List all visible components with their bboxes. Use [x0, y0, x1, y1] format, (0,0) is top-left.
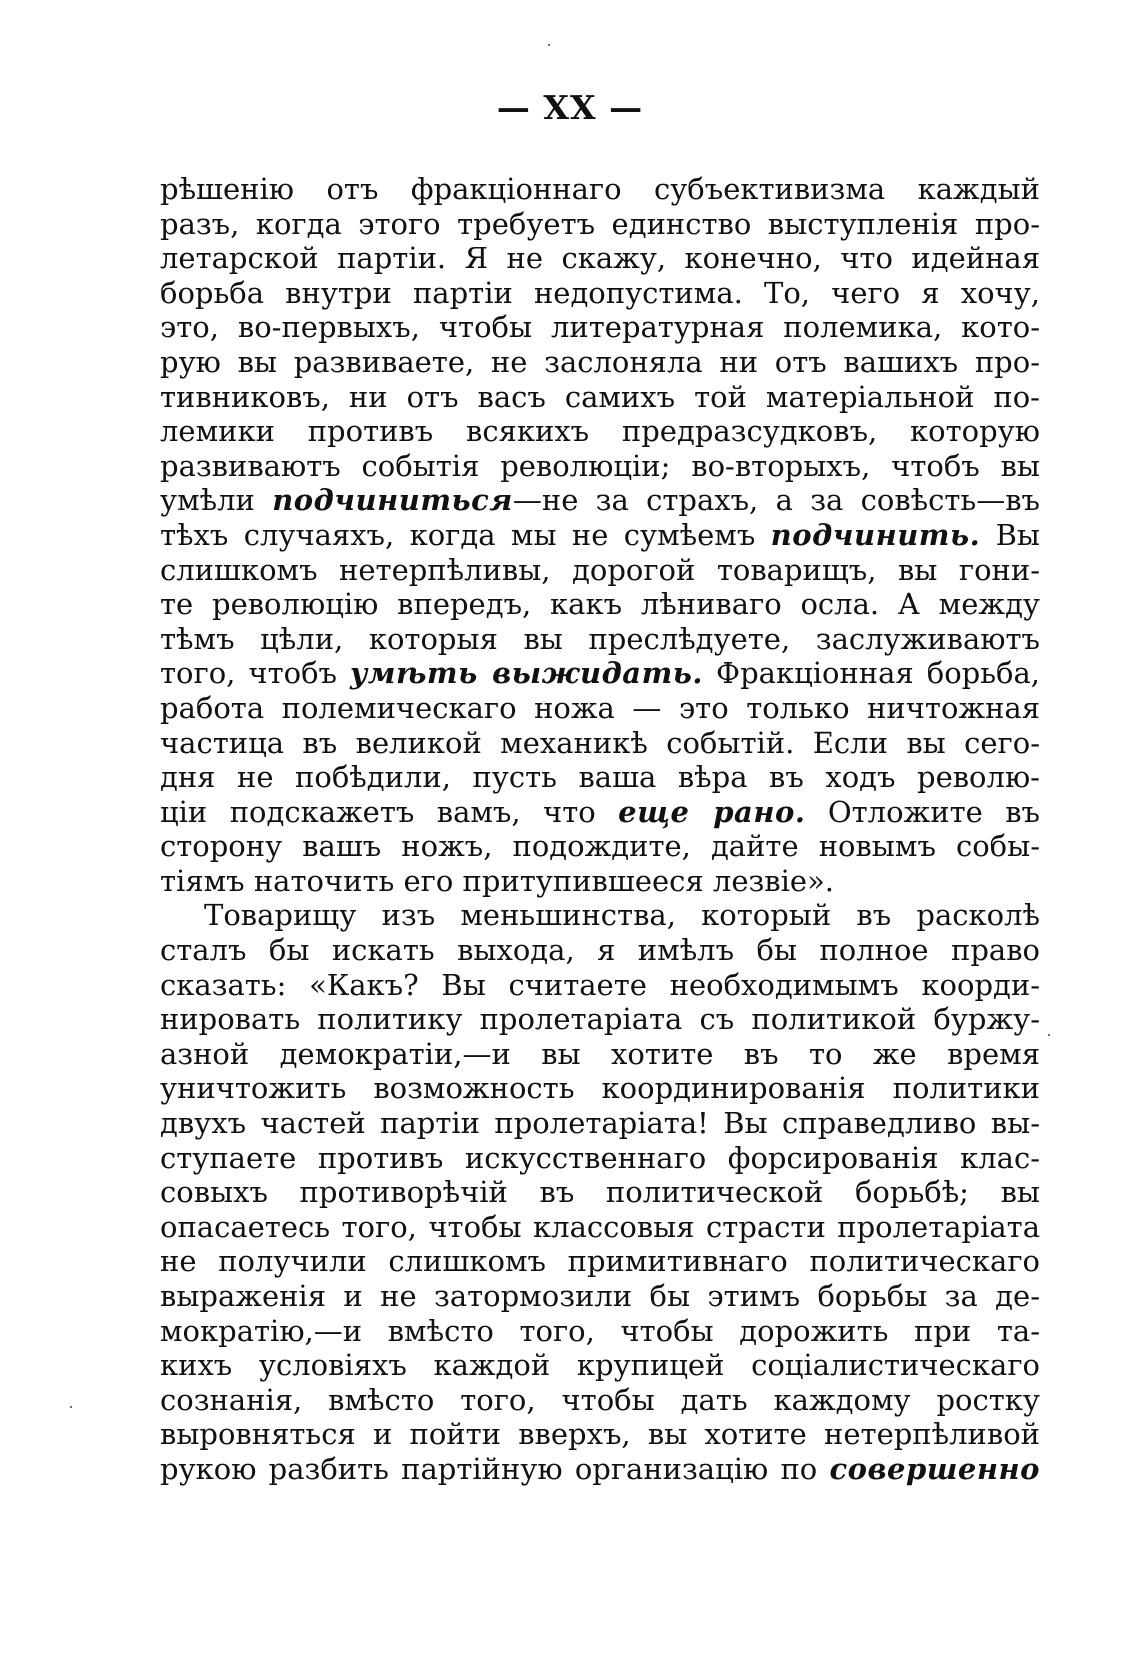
text-run: —не за страхъ, а за совѣсть—въ — [512, 483, 1040, 518]
text-run: Товарищу изъ меньшинства, который въ расколѣ — [204, 898, 1040, 933]
text-run: не получили слишкомъ примитивнаго политическаго — [160, 1244, 1040, 1279]
text-run: кихъ условіяхъ каждой крупицей соціалистическаго — [160, 1348, 1040, 1383]
text-line — [160, 1071, 1040, 1106]
text-run: летарской партіи. Я не скажу, конечно, что идейная — [160, 241, 1040, 276]
text-run: разъ, когда этого требуетъ единство выступленія про- — [160, 206, 1040, 241]
text-line — [160, 1417, 1040, 1452]
text-line — [160, 587, 1040, 622]
text-line — [160, 172, 1040, 207]
text-run: ціи подскажетъ вамъ, что — [160, 794, 619, 829]
text-line — [160, 1314, 1040, 1349]
emphasized-text: умѣть выжидать. — [350, 656, 703, 691]
body-text — [160, 172, 1040, 1487]
text-run: тѣхъ случаяхъ, когда мы не сумѣемъ — [160, 517, 771, 552]
page-number-header: — XX — — [496, 88, 644, 127]
text-run: слишкомъ нетерпѣливы, дорогой товарищъ, вы гони- — [160, 552, 1040, 587]
text-run: Отложите въ — [805, 794, 1040, 829]
text-run: Фракціонная борьба, — [703, 656, 1040, 691]
text-line — [160, 726, 1040, 761]
text-run: сознанія, вмѣсто того, чтобы дать каждому ростку — [160, 1382, 1040, 1417]
text-line — [160, 1210, 1040, 1245]
text-run: выраженія и не затормозили бы этимъ борьбы за де- — [160, 1279, 1040, 1313]
text-line — [160, 1383, 1040, 1418]
text-run: тивниковъ, ни отъ васъ самихъ той матеріальной по- — [160, 379, 1040, 414]
text-line — [160, 414, 1040, 449]
paragraph — [160, 172, 1040, 898]
text-line — [160, 449, 1040, 484]
text-line — [160, 1037, 1040, 1072]
text-run: лемики противъ всякихъ предразсудковъ, которую — [160, 414, 1040, 449]
text-run: рую вы развиваете, не заслоняла ни отъ вашихъ про- — [160, 344, 1040, 379]
text-line — [160, 553, 1040, 588]
text-run: того, чтобъ — [160, 656, 351, 691]
text-run: борьба внутри партіи недопустима. То, чего я хочу, — [160, 275, 1040, 310]
emphasized-text: еще рано. — [618, 794, 806, 829]
text-run: рѣшенію отъ фракціоннаго субъективизма каждый — [160, 172, 1040, 206]
paragraph — [160, 898, 1040, 1486]
text-run: ступаете противъ искусственнаго форсированія клас- — [160, 1140, 1040, 1175]
text-line — [160, 1348, 1040, 1383]
text-run: развиваютъ событія революціи; во-вторыхъ, чтобъ вы — [160, 448, 1040, 483]
text-line — [160, 310, 1040, 345]
text-run: сталъ бы искать выхода, я имѣлъ бы полное право — [160, 933, 1040, 968]
text-run: Вы — [980, 517, 1040, 552]
text-line — [160, 968, 1040, 1003]
print-speck — [70, 1406, 72, 1408]
text-run: уничтожить возможность координированія политики — [160, 1071, 1040, 1106]
text-run: рукою разбить партійную организацію по — [160, 1451, 830, 1486]
text-line — [160, 1452, 1040, 1487]
text-line — [160, 622, 1040, 657]
text-line — [160, 829, 1040, 864]
text-run: те революцію впередъ, какъ лѣниваго осла. А между — [160, 587, 1040, 622]
text-line — [160, 345, 1040, 380]
text-run: умѣли — [160, 483, 273, 518]
text-line — [160, 1141, 1040, 1176]
text-run: совыхъ противорѣчій въ политической борьбѣ; вы — [160, 1175, 1040, 1210]
text-run: опасаетесь того, чтобы классовыя страсти пролетаріата — [160, 1209, 1040, 1244]
emphasized-text: подчинить. — [770, 517, 981, 552]
text-run: сторону вашъ ножъ, подождите, дайте новымъ собы- — [160, 829, 1040, 864]
text-run: работа полемическаго ножа — это только ничтожная — [160, 690, 1040, 725]
text-line — [160, 1244, 1040, 1279]
text-line — [160, 656, 1040, 691]
text-line — [160, 1002, 1040, 1037]
text-line — [160, 483, 1040, 518]
text-line — [160, 276, 1040, 311]
text-line — [160, 691, 1040, 726]
text-run: нировать политику пролетаріата съ политикой буржу- — [160, 1002, 1040, 1037]
text-line — [160, 864, 1040, 899]
text-run: мократію,—и вмѣсто того, чтобы дорожить при та- — [160, 1313, 1040, 1348]
text-line — [160, 795, 1040, 830]
text-run: это, во-первыхъ, чтобы литературная полемика, кото- — [160, 310, 1040, 345]
text-line — [160, 518, 1040, 553]
emphasized-text: совершенно — [829, 1451, 1040, 1486]
text-run: выровняться и пойти вверхъ, вы хотите нетерпѣливой — [160, 1417, 1040, 1452]
text-line — [160, 933, 1040, 968]
text-line — [160, 1106, 1040, 1141]
text-line — [160, 241, 1040, 276]
text-run: тіямъ наточить его притупившееся лезвіе». — [160, 863, 835, 898]
text-run: дня не побѣдили, пусть ваша вѣра въ ходъ револю- — [160, 760, 1040, 795]
text-run: частица въ великой механикѣ событій. Если вы сего- — [160, 725, 1040, 760]
text-line — [160, 207, 1040, 242]
text-line — [160, 380, 1040, 415]
text-line — [160, 898, 1040, 933]
text-line — [160, 760, 1040, 795]
text-run: азной демократіи,—и вы хотите въ то же время — [160, 1036, 1040, 1071]
text-run: тѣмъ цѣли, которыя вы преслѣдуете, заслуживаютъ — [160, 621, 1040, 656]
text-run: сказать: «Какъ? Вы считаете необходимымъ коорди- — [160, 967, 1040, 1002]
print-speck — [1048, 1034, 1050, 1036]
emphasized-text: подчиниться — [272, 483, 513, 518]
text-line — [160, 1279, 1040, 1314]
print-speck — [548, 44, 550, 46]
text-run: двухъ частей партіи пролетаріата! Вы справедливо вы- — [160, 1106, 1040, 1141]
text-line — [160, 1175, 1040, 1210]
